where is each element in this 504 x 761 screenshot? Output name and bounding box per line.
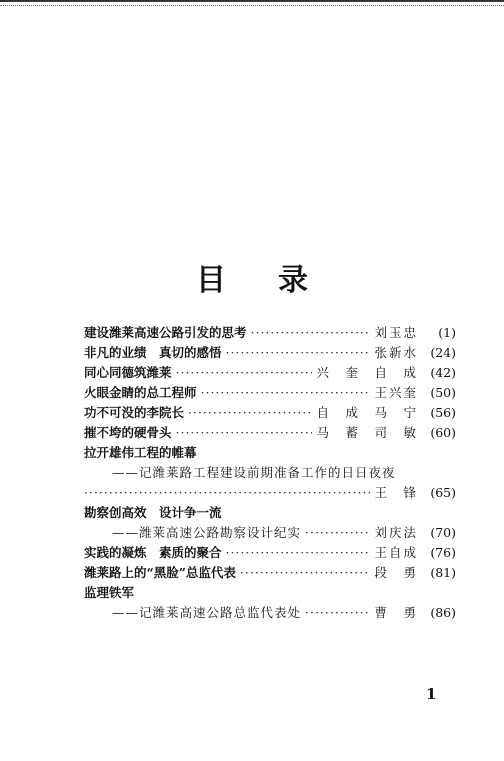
- toc-entry-subtitle-text: ——记潍莱高速公路总监代表处: [112, 605, 302, 620]
- toc-entry-title: 潍莱路上的“黑脸”总监代表: [84, 565, 236, 580]
- dot-leader: [201, 383, 371, 403]
- dot-leader: [251, 323, 371, 343]
- toc-entry[interactable]: [84, 563, 456, 583]
- page-number: 1: [426, 685, 437, 703]
- toc-entry-author: 段 勇: [374, 565, 418, 580]
- toc-entry-page: (42): [430, 365, 456, 380]
- toc-entry-author: 刘玉忠: [374, 325, 418, 340]
- toc-entry-page: (60): [430, 425, 456, 440]
- toc-entry-title: 功不可没的李院长: [84, 405, 185, 420]
- dot-leader: [305, 603, 370, 623]
- toc-entry-title: 监理铁军: [84, 585, 135, 600]
- top-rule: [0, 0, 504, 8]
- toc-entry[interactable]: [84, 423, 456, 443]
- dot-leader: [305, 523, 370, 543]
- table-of-contents: [84, 323, 456, 623]
- toc-entry-author: 刘庆法: [374, 525, 418, 540]
- toc-entry-title: 火眼金睛的总工程师: [84, 385, 197, 400]
- dot-leader: [188, 403, 312, 423]
- toc-entry-author: 兴 奎 自 成: [316, 365, 418, 380]
- toc-entry-subtitle[interactable]: [84, 603, 456, 623]
- toc-entry-title: 摧不垮的硬骨头: [84, 425, 172, 440]
- toc-entry-author: 张新水: [374, 345, 418, 360]
- toc-entry-author: 王自成: [374, 545, 418, 560]
- toc-entry-title: 勘察创高效 设计争一流: [84, 505, 222, 520]
- toc-entry-page: (56): [430, 405, 456, 420]
- dot-leader: [176, 423, 313, 443]
- toc-entry[interactable]: [84, 383, 456, 403]
- toc-entry[interactable]: [84, 363, 456, 383]
- dot-leader: [176, 363, 313, 383]
- toc-entry-subtitle-text: ——记潍莱路工程建设前期准备工作的日日夜夜: [112, 465, 396, 480]
- toc-entry[interactable]: [84, 323, 456, 343]
- dot-leader: [240, 563, 371, 583]
- toc-entry[interactable]: [84, 403, 456, 423]
- toc-entry-continuation[interactable]: [84, 483, 456, 503]
- toc-entry-page: (81): [430, 565, 456, 580]
- toc-entry-page: (86): [430, 605, 456, 620]
- dot-leader: [84, 483, 370, 503]
- toc-entry[interactable]: [84, 543, 456, 563]
- toc-entry-author: 马 蓄 司 敏: [316, 425, 418, 440]
- dot-leader: [226, 543, 371, 563]
- toc-entry-subtitle[interactable]: [84, 523, 456, 543]
- toc-entry-title: 同心同德筑潍莱: [84, 365, 172, 380]
- dot-leader: [226, 343, 371, 363]
- toc-entry[interactable]: [84, 343, 456, 363]
- toc-entry-title: 非凡的业绩 真切的感悟: [84, 345, 222, 360]
- toc-entry-title: 建设潍莱高速公路引发的思考: [84, 325, 247, 340]
- toc-entry[interactable]: [84, 503, 456, 523]
- toc-entry[interactable]: [84, 443, 456, 463]
- toc-entry-subtitle[interactable]: [84, 463, 456, 483]
- toc-entry-subtitle-text: ——潍莱高速公路勘察设计纪实: [112, 525, 302, 540]
- toc-entry-author: 王 锋: [374, 485, 418, 500]
- toc-entry-title: 实践的凝炼 素质的聚合: [84, 545, 222, 560]
- toc-entry-page: (50): [430, 385, 456, 400]
- toc-entry-page: (70): [430, 525, 456, 540]
- toc-entry-author: 王兴奎: [374, 385, 418, 400]
- toc-entry-page: (65): [430, 485, 456, 500]
- toc-entry-page: (76): [430, 545, 456, 560]
- toc-entry-page: (24): [430, 345, 456, 360]
- toc-entry-author: 自 成 马 宁: [316, 405, 418, 420]
- page-title: 目录: [196, 263, 360, 298]
- toc-entry-author: 曹 勇: [374, 605, 418, 620]
- toc-entry-title: 拉开雄伟工程的帷幕: [84, 445, 197, 460]
- toc-entry-page: (1): [438, 325, 456, 340]
- toc-entry[interactable]: [84, 583, 456, 603]
